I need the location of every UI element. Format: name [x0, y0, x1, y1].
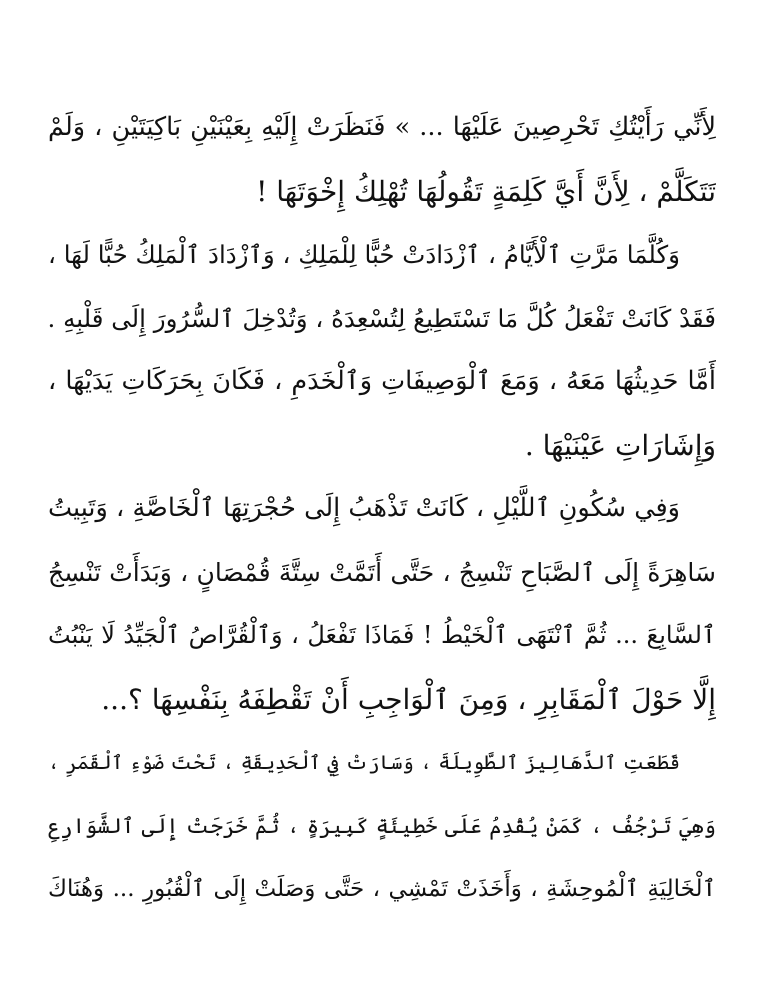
text-line: وَهِيَ تَرْجُفُ ، كَمَنْ يُقْدِمُ عَلَى خَطِيئَةٍ كَبِيرَةٍ ، ثُمَّ خَرَجَتْ إِلَى ٱلشَّوَارِعِ	[48, 813, 716, 838]
text-line: قَطَعَتِ ٱلدَّهَالِيزَ ٱلطَّوِيلَةَ ، وَسَارَتْ فِي ٱلْحَدِيقَةِ ، تَحْتَ ضَوْءِ ٱلْقَمَرِ ،	[48, 751, 680, 774]
text-line: تَتَكَلَّمْ ، لِأَنَّ أَيَّ كَلِمَةٍ تَقُولُهَا تُهْلِكُ إِخْوَتَهَا !	[256, 174, 716, 208]
text-line: ٱلْخَالِيَةِ ٱلْمُوحِشَةِ ، وَأَخَذَتْ تَمْشِي ، حَتَّى وَصَلَتْ إِلَى ٱلْقُبُورِ ... وَهُنَاكَ	[48, 876, 716, 902]
text-line: وَفِي سُكُونِ ٱللَّيْلِ ، كَانَتْ تَذْهَبُ إِلَى حُجْرَتِهَا ٱلْخَاصَّةِ ، وَتَبِيتُ	[48, 493, 680, 523]
text-line: لِأَنِّي رَأَيْتُكِ تَحْرِصِينَ عَلَيْهَا ... » فَنَظَرَتْ إِلَيْهِ بِعَيْنَيْنِ بَاكِيَتَيْنِ ، وَلَمْ	[48, 112, 716, 142]
text-line: إِلَّا حَوْلَ ٱلْمَقَابِرِ ، وَمِنَ ٱلْوَاجِبِ أَنْ تَقْطِفَهُ بِنَفْسِهَا ؟...	[101, 682, 716, 716]
text-line: أَمَّا حَدِيثُهَا مَعَهُ ، وَمَعَ ٱلْوَصِيفَاتِ وَٱلْخَدَمِ ، فَكَانَ بِحَرَكَاتِ يَدَيْهَا ،	[48, 366, 716, 396]
text-line: وَكُلَّمَا مَرَّتِ ٱلْأَيَّامُ ، ٱزْدَادَتْ حُبًّا لِلْمَلِكِ ، وَٱزْدَادَ ٱلْمَلِكُ حُبًّا لَهَا ،	[48, 240, 680, 269]
text-line: فَقَدْ كَانَتْ تَفْعَلُ كُلَّ مَا تَسْتَطِيعُ لِتُسْعِدَهُ ، وَتُدْخِلَ ٱلسُّرُورَ إِلَى قَلْبِهِ .	[48, 303, 716, 333]
page-text	[48, 96, 716, 922]
text-line: سَاهِرَةً إِلَى ٱلصَّبَاحِ تَنْسِجُ ، حَتَّى أَتَمَّتْ سِتَّةَ قُمْصَانٍ ، وَبَدَأَتْ تَنْسِجُ	[48, 557, 716, 587]
text-line: وَإِشَارَاتِ عَيْنَيْهَا .	[524, 428, 716, 462]
text-line: ٱلسَّابِعَ ... ثُمَّ ٱنْتَهَى ٱلْخَيْطُ ! فَمَاذَا تَفْعَلُ ، وَٱلْقُرَّاصُ ٱلْجَيِّدُ لَا يَنْبُتُ	[48, 621, 716, 649]
